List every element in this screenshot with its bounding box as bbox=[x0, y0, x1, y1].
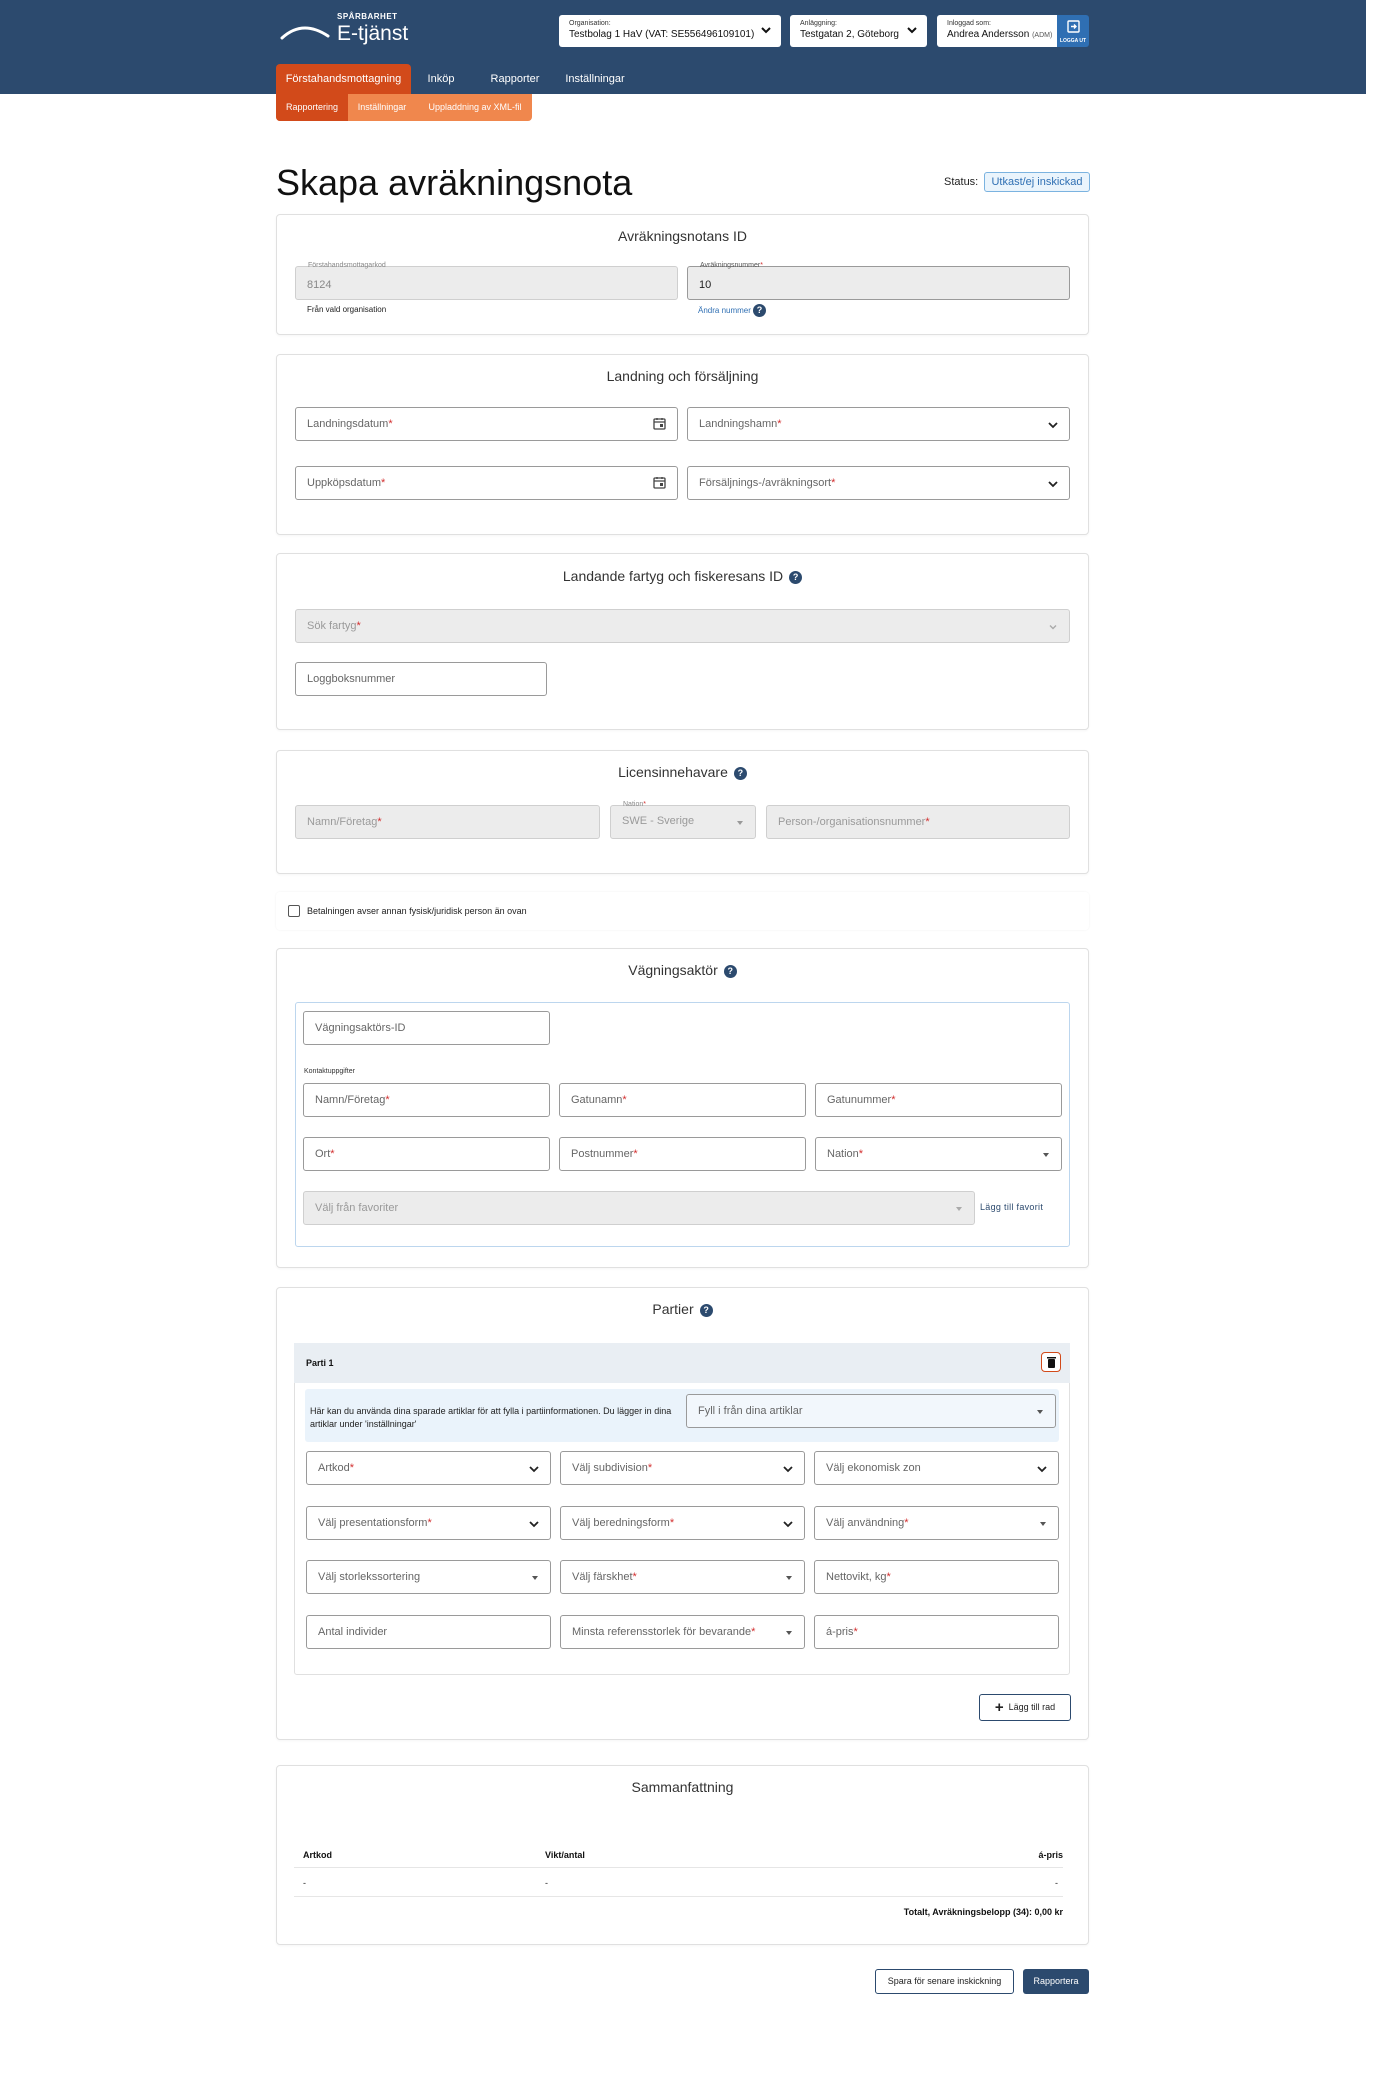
logout-button[interactable] bbox=[1057, 15, 1089, 47]
contact-label: Kontaktuppgifter bbox=[304, 1068, 355, 1075]
field-placeholder: Välj ekonomisk zon bbox=[826, 1462, 921, 1474]
storlekssortering-select[interactable] bbox=[306, 1560, 551, 1594]
section-title: Avräkningsnotans ID bbox=[618, 228, 747, 244]
minsta-referensstorlek-select[interactable] bbox=[560, 1615, 805, 1649]
fyll-i-artiklar-select[interactable] bbox=[686, 1394, 1056, 1428]
add-row-label: Lägg till rad bbox=[1008, 1702, 1056, 1712]
field-value: 10 bbox=[699, 279, 712, 291]
chevron-down-icon bbox=[905, 23, 919, 37]
beredningsform-select[interactable] bbox=[560, 1506, 805, 1540]
licens-namn-field bbox=[295, 805, 600, 839]
avrakningsnummer-field[interactable] bbox=[687, 262, 1070, 300]
chevron-down-icon bbox=[782, 1463, 794, 1475]
section-title: Landning och försäljning bbox=[606, 368, 759, 384]
section-title: Sammanfattning bbox=[631, 1779, 734, 1795]
field-placeholder: Nation* bbox=[827, 1148, 864, 1160]
chevron-down-icon bbox=[1047, 419, 1059, 431]
parti-title: Parti 1 bbox=[306, 1358, 334, 1368]
parti-info-text: Här kan du använda dina sparade artiklar för att fylla i partiinformationen. Du lägger in dina artiklar under 'inställningar' bbox=[310, 1406, 672, 1429]
field-label: Avräkningsnummer* bbox=[700, 262, 763, 269]
field-placeholder: Person-/organisationsnummer* bbox=[778, 816, 930, 828]
field-placeholder: Postnummer* bbox=[571, 1148, 638, 1160]
field-placeholder: Landningshamn* bbox=[699, 418, 782, 430]
caret-down-icon bbox=[1038, 1519, 1048, 1529]
favoriter-select bbox=[303, 1191, 975, 1225]
caret-down-icon bbox=[954, 1204, 964, 1214]
card-sammanfattning bbox=[276, 1765, 1089, 1945]
change-number-link[interactable]: Ändra nummer bbox=[698, 306, 751, 315]
help-icon[interactable]: ? bbox=[724, 965, 737, 978]
divider bbox=[294, 1896, 1063, 1897]
tab-installningar[interactable]: Inställningar bbox=[565, 73, 625, 85]
licens-personnummer-field bbox=[766, 805, 1070, 839]
payment-other-label: Betalningen avser annan fysisk/juridisk person än ovan bbox=[307, 906, 527, 916]
field-placeholder: Välj från favoriter bbox=[315, 1202, 399, 1214]
organisation-label: Organisation: bbox=[569, 20, 611, 27]
field-placeholder: Ort* bbox=[315, 1148, 335, 1160]
field-placeholder: Antal individer bbox=[318, 1626, 388, 1638]
field-placeholder: á-pris* bbox=[826, 1626, 858, 1638]
tab-rapporter[interactable]: Rapporter bbox=[490, 73, 540, 85]
anvandning-select[interactable] bbox=[814, 1506, 1059, 1540]
forstahandsmottagarkod-field bbox=[295, 262, 678, 300]
user-role: (ADM) bbox=[1032, 32, 1053, 39]
user-name: Andrea Andersson bbox=[947, 29, 1030, 40]
field-placeholder: Loggboksnummer bbox=[307, 673, 396, 685]
field-placeholder: Minsta referensstorlek för bevarande* bbox=[572, 1626, 756, 1638]
section-title: Landande fartyg och fiskeresans ID ? bbox=[277, 568, 1088, 584]
logout-icon bbox=[1067, 20, 1080, 33]
vagning-namn-field[interactable] bbox=[303, 1083, 550, 1117]
licens-nation-select bbox=[610, 801, 756, 839]
help-icon[interactable]: ? bbox=[789, 571, 802, 584]
field-placeholder: Gatunummer* bbox=[827, 1094, 896, 1106]
antal-individer-field[interactable] bbox=[306, 1615, 551, 1649]
delete-parti-button[interactable] bbox=[1041, 1352, 1061, 1372]
field-value: 8124 bbox=[307, 279, 332, 291]
caret-down-icon bbox=[1035, 1407, 1045, 1417]
save-later-button[interactable]: Spara för senare inskickning bbox=[875, 1969, 1014, 1994]
field-placeholder: Välj färskhet* bbox=[572, 1571, 637, 1583]
sok-fartyg-select bbox=[295, 609, 1070, 643]
field-placeholder: Nettovikt, kg* bbox=[826, 1571, 891, 1583]
helper-text: Från vald organisation bbox=[307, 305, 387, 314]
vagning-nation-select[interactable] bbox=[815, 1137, 1062, 1171]
add-favorite-button[interactable]: Lägg till favorit bbox=[980, 1202, 1044, 1212]
field-placeholder: Sök fartyg* bbox=[307, 620, 361, 632]
caret-down-icon bbox=[735, 818, 745, 828]
organisation-select[interactable] bbox=[559, 15, 781, 47]
field-placeholder: Försäljnings-/avräkningsort* bbox=[699, 477, 836, 489]
ekonomisk-zon-select[interactable] bbox=[814, 1451, 1059, 1485]
field-placeholder: Vägningsaktörs-ID bbox=[315, 1022, 406, 1034]
logout-label: LOGGA UT bbox=[1059, 38, 1087, 44]
field-placeholder: Välj subdivision* bbox=[572, 1462, 653, 1474]
field-label: Nation* bbox=[623, 801, 646, 808]
brand-name: E-tjänst bbox=[337, 22, 409, 45]
field-placeholder: Välj användning* bbox=[826, 1517, 909, 1529]
help-icon[interactable]: ? bbox=[753, 304, 766, 317]
tab-inkop[interactable]: Inköp bbox=[427, 73, 455, 85]
chevron-down-icon bbox=[759, 23, 773, 37]
section-title: Licensinnehavare ? bbox=[277, 764, 1088, 780]
brand-logo-icon bbox=[280, 22, 330, 42]
artkod-select[interactable] bbox=[306, 1451, 551, 1485]
anlaggning-select[interactable] bbox=[790, 15, 927, 47]
field-placeholder: Gatunamn* bbox=[571, 1094, 627, 1106]
chevron-down-icon bbox=[782, 1518, 794, 1530]
page-title: Skapa avräkningsnota bbox=[276, 162, 633, 203]
nettovikt-field[interactable] bbox=[814, 1560, 1059, 1594]
section-title: Vägningsaktör ? bbox=[277, 962, 1088, 978]
add-row-button[interactable] bbox=[979, 1694, 1071, 1721]
subtab-rapportering[interactable]: Rapportering bbox=[276, 94, 348, 121]
plus-icon: + bbox=[994, 1699, 1004, 1716]
caret-down-icon bbox=[1041, 1150, 1051, 1160]
help-icon[interactable]: ? bbox=[700, 1304, 713, 1317]
forsaljningsort-select[interactable] bbox=[687, 466, 1070, 500]
vagning-gatunummer-field[interactable] bbox=[815, 1083, 1062, 1117]
vagning-gatunamn-field[interactable] bbox=[559, 1083, 806, 1117]
divider bbox=[294, 1867, 1063, 1868]
section-title: Partier ? bbox=[277, 1301, 1088, 1317]
chevron-down-icon bbox=[1047, 621, 1059, 633]
summary-cell: - bbox=[1055, 1878, 1058, 1888]
calendar-icon[interactable] bbox=[653, 417, 666, 430]
field-placeholder: Artkod* bbox=[318, 1462, 355, 1474]
chevron-down-icon bbox=[1036, 1463, 1048, 1475]
caret-down-icon bbox=[784, 1628, 794, 1638]
trash-icon bbox=[1046, 1356, 1057, 1369]
field-placeholder: Välj presentationsform* bbox=[318, 1517, 432, 1529]
calendar-icon[interactable] bbox=[653, 476, 666, 489]
field-label: Förstahandsmottagarkod bbox=[308, 262, 386, 269]
caret-down-icon bbox=[784, 1573, 794, 1583]
field-placeholder: Uppköpsdatum* bbox=[307, 477, 386, 489]
field-value: SWE - Sverige bbox=[622, 815, 695, 827]
summary-cell: - bbox=[545, 1878, 548, 1888]
user-info bbox=[937, 15, 1057, 47]
status-badge: Utkast/ej inskickad bbox=[984, 172, 1090, 192]
report-button[interactable]: Rapportera bbox=[1023, 1969, 1089, 1994]
payment-other-checkbox[interactable] bbox=[288, 905, 300, 917]
organisation-value: Testbolag 1 HaV (VAT: SE556496109101) bbox=[569, 29, 755, 40]
field-placeholder: Välj storlekssortering bbox=[318, 1571, 421, 1583]
uppkopsdatum-field[interactable] bbox=[295, 466, 678, 500]
loggboksnummer-field[interactable] bbox=[295, 662, 547, 696]
status-label: Status: bbox=[944, 176, 979, 188]
payment-other-row bbox=[276, 892, 1089, 930]
chevron-down-icon bbox=[528, 1463, 540, 1475]
anlaggning-value: Testgatan 2, Göteborg bbox=[800, 29, 899, 40]
anlaggning-label: Anläggning: bbox=[800, 20, 837, 27]
summary-header-vikt: Vikt/antal bbox=[545, 1850, 585, 1860]
vagning-ort-field[interactable] bbox=[303, 1137, 550, 1171]
user-value bbox=[947, 29, 1052, 40]
summary-header-apris: á-pris bbox=[1038, 1850, 1063, 1860]
landningsdatum-field[interactable] bbox=[295, 407, 678, 441]
field-placeholder: Namn/Företag* bbox=[315, 1094, 390, 1106]
user-label: Inloggad som: bbox=[947, 20, 991, 27]
tab-forstahandsmottagning[interactable]: Förstahandsmottagning bbox=[276, 64, 411, 94]
card-landning bbox=[276, 354, 1089, 535]
summary-total: Totalt, Avräkningsbelopp (34): 0,00 kr bbox=[903, 1907, 1063, 1917]
chevron-down-icon bbox=[528, 1518, 540, 1530]
field-placeholder: Landningsdatum* bbox=[307, 418, 393, 430]
vagning-postnummer-field[interactable] bbox=[559, 1137, 806, 1171]
landningshamn-select[interactable] bbox=[687, 407, 1070, 441]
a-pris-field[interactable] bbox=[814, 1615, 1059, 1649]
vagningsaktor-id-field[interactable] bbox=[303, 1011, 550, 1045]
chevron-down-icon bbox=[1047, 478, 1059, 490]
top-header bbox=[0, 0, 1366, 94]
subtab-xml-upload[interactable]: Uppladdning av XML-fil bbox=[428, 102, 522, 112]
subdivision-select[interactable] bbox=[560, 1451, 805, 1485]
parti-header bbox=[294, 1343, 1070, 1383]
field-placeholder: Välj beredningsform* bbox=[572, 1517, 675, 1529]
subtab-installningar[interactable]: Inställningar bbox=[357, 102, 407, 112]
field-placeholder: Namn/Företag* bbox=[307, 816, 382, 828]
brand-tagline: SPÅRBARHET bbox=[337, 12, 398, 21]
field-placeholder: Fyll i från dina artiklar bbox=[698, 1405, 803, 1417]
summary-cell: - bbox=[303, 1878, 306, 1888]
help-icon[interactable]: ? bbox=[734, 767, 747, 780]
presentationsform-select[interactable] bbox=[306, 1506, 551, 1540]
summary-header-artkod: Artkod bbox=[303, 1850, 332, 1860]
caret-down-icon bbox=[530, 1573, 540, 1583]
farskhet-select[interactable] bbox=[560, 1560, 805, 1594]
